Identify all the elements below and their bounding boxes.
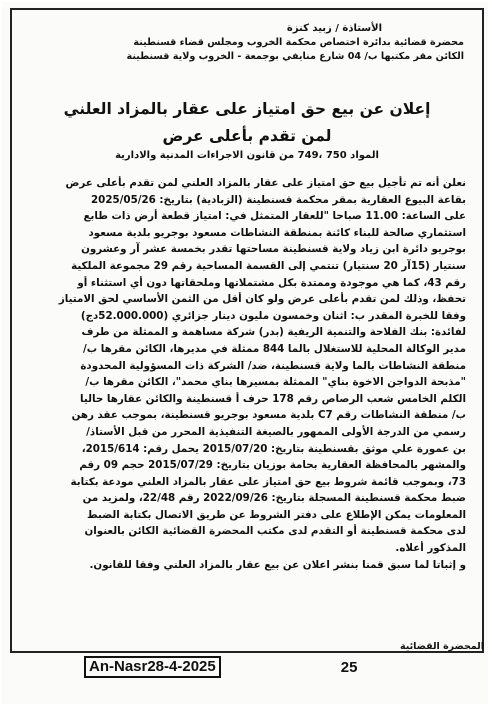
announcement-body <box>18 175 466 573</box>
body-line: على الساعة: 11.00 صباحا "للعقار المتمثل في: امتياز قطعة أرض ذات طابع <box>83 210 466 223</box>
bailiff-header <box>24 22 464 64</box>
body-line: 73، وبموجب قائمة شروط بيع حق امتياز على عقار بالمزاد العلني مودعة بكتابة <box>70 475 466 488</box>
legal-articles: المواد 750 ،749 من قانون الاجراءات المدنية والادارية <box>115 150 379 161</box>
title-line-1: إعلان عن بيع حق امتياز على عقار بالمزاد العلني <box>63 100 431 118</box>
body-line: سنتيار (15آر 20 سنتيار) تنتمي إلى القسمة المساحية رقم 29 مجموعة الملكية <box>71 259 466 272</box>
body-line: الكلم الخامس شعب الرصاص رقم 178 حرف أ قسنطينة والكائن عقارها حاليا <box>80 392 466 405</box>
body-line: لدى محكمة قسنطينة أو التقدم لدى مكتب المحضرة القضائية الكائن بالعنوان <box>84 525 466 538</box>
body-line: لفائدة: بنك الفلاحة والتنمية الريفية (بدر) شركة مساهمة و الممثلة من طرف <box>81 326 466 339</box>
body-line: المذكور أعلاه. <box>395 542 466 555</box>
body-line: تحفظ، وذلك لمن تقدم بأعلى عرض ولو كان أقل من الثمن الأساسي لحق الامتياز <box>58 293 466 306</box>
body-line: المعلومات يمكن الإطلاع على دفتر الشروط عن طريق الاتصال بكتابة الضبط <box>86 508 466 521</box>
body-line: و إثباتا لما سبق قمنا بنشر اعلان عن بيع عقار بالمزاد العلني وفقا للقانون. <box>89 558 466 571</box>
signature: المحضرة القضائية <box>399 641 484 652</box>
newspaper-page <box>2 2 488 704</box>
body-line: نعلن أنه تم تأجيل بيع حق امتياز على عقار بالمزاد العلني لمن تقدم بأعلى عرض <box>65 177 466 189</box>
bailiff-jurisdiction: محضرة قضائية بدائرة اختصاص محكمة الخروب ومجلس قضاء قسنطينة <box>133 37 464 48</box>
body-line: بن عمورة علي موثق بقسنطينة بتاريخ: 2015/07/20 يحمل رقم: 2015/614، <box>81 442 466 455</box>
body-line: والمشهر بالمحافظة العقارية بحامة بوزيان بتاريخ: 2015/07/29 حجم 09 رقم <box>79 459 466 472</box>
body-line: منطقة النشاطات بالما ولاية قسنطينة، ضد/ الشركة ذات المسؤولية المحدودة <box>80 359 466 372</box>
body-line: ب/ منطقة النشاطات رقم C7 بلدية مسعود بوجريو قسنطينة، بموجب عقد رهن <box>71 409 466 422</box>
bailiff-address: الكائن مقر مكتبها ب/ 04 شارع منايفي بوجمعة - الخروب ولاية قسنطينة <box>126 51 464 62</box>
body-line: بقاعة البيوع العقارية بمقر محكمة قسنطينة (الزبادية) بتاريخ: 2025/05/26 <box>91 193 466 206</box>
body-line: "مذبحة الدواجن الاخوة بناي" الممثلة بمسيرها بناي محمد"، الكائن مقرها ب/ <box>85 376 466 389</box>
page-footer <box>10 656 484 678</box>
body-line: مدير الوكالة المحلية للاستغلال بالما 844 ممثلة في مديرها، الكائن مقرها ب/ <box>83 342 466 355</box>
announcement-title <box>12 96 482 150</box>
body-line: استثماري صالحة للبناء كائنة بمنطقة النشاطات مسعود بوجريو بلدية مسعود <box>88 226 466 239</box>
newspaper-source-date: An-Nasr28-4-2025 <box>84 656 221 678</box>
body-line: وفقا للخبرة المقدر ب: اثنان وخمسون مليون دينار جزائري (52.000.000دج) <box>80 309 466 322</box>
body-line: ضبط محكمة قسنطينة المسجلة بتاريخ: 2022/09/26 رقم 22/48، ولمزيد من <box>82 492 466 505</box>
page-number: 25 <box>340 658 358 676</box>
title-line-2: لمن تقدم بأعلى عرض <box>162 127 332 145</box>
body-line: بوجريو دائرة ابن زياد ولاية قسنطينة مساحتها تقدر بخمسة عشر آر وعشرون <box>81 243 466 256</box>
bailiff-name: الأستاذة / زبيد كنزة <box>286 23 382 34</box>
announcement-box <box>10 8 484 653</box>
body-line: رسمي من الدرجة الأولى الممهور بالصيغة التنفيذية المحرر من قبل الأستاذ/ <box>86 425 466 438</box>
body-line: رقم 43، كما هي موجودة وممتدة بكل مشتملاتها وملحقاتها دون أي استثناء أو <box>77 276 466 289</box>
